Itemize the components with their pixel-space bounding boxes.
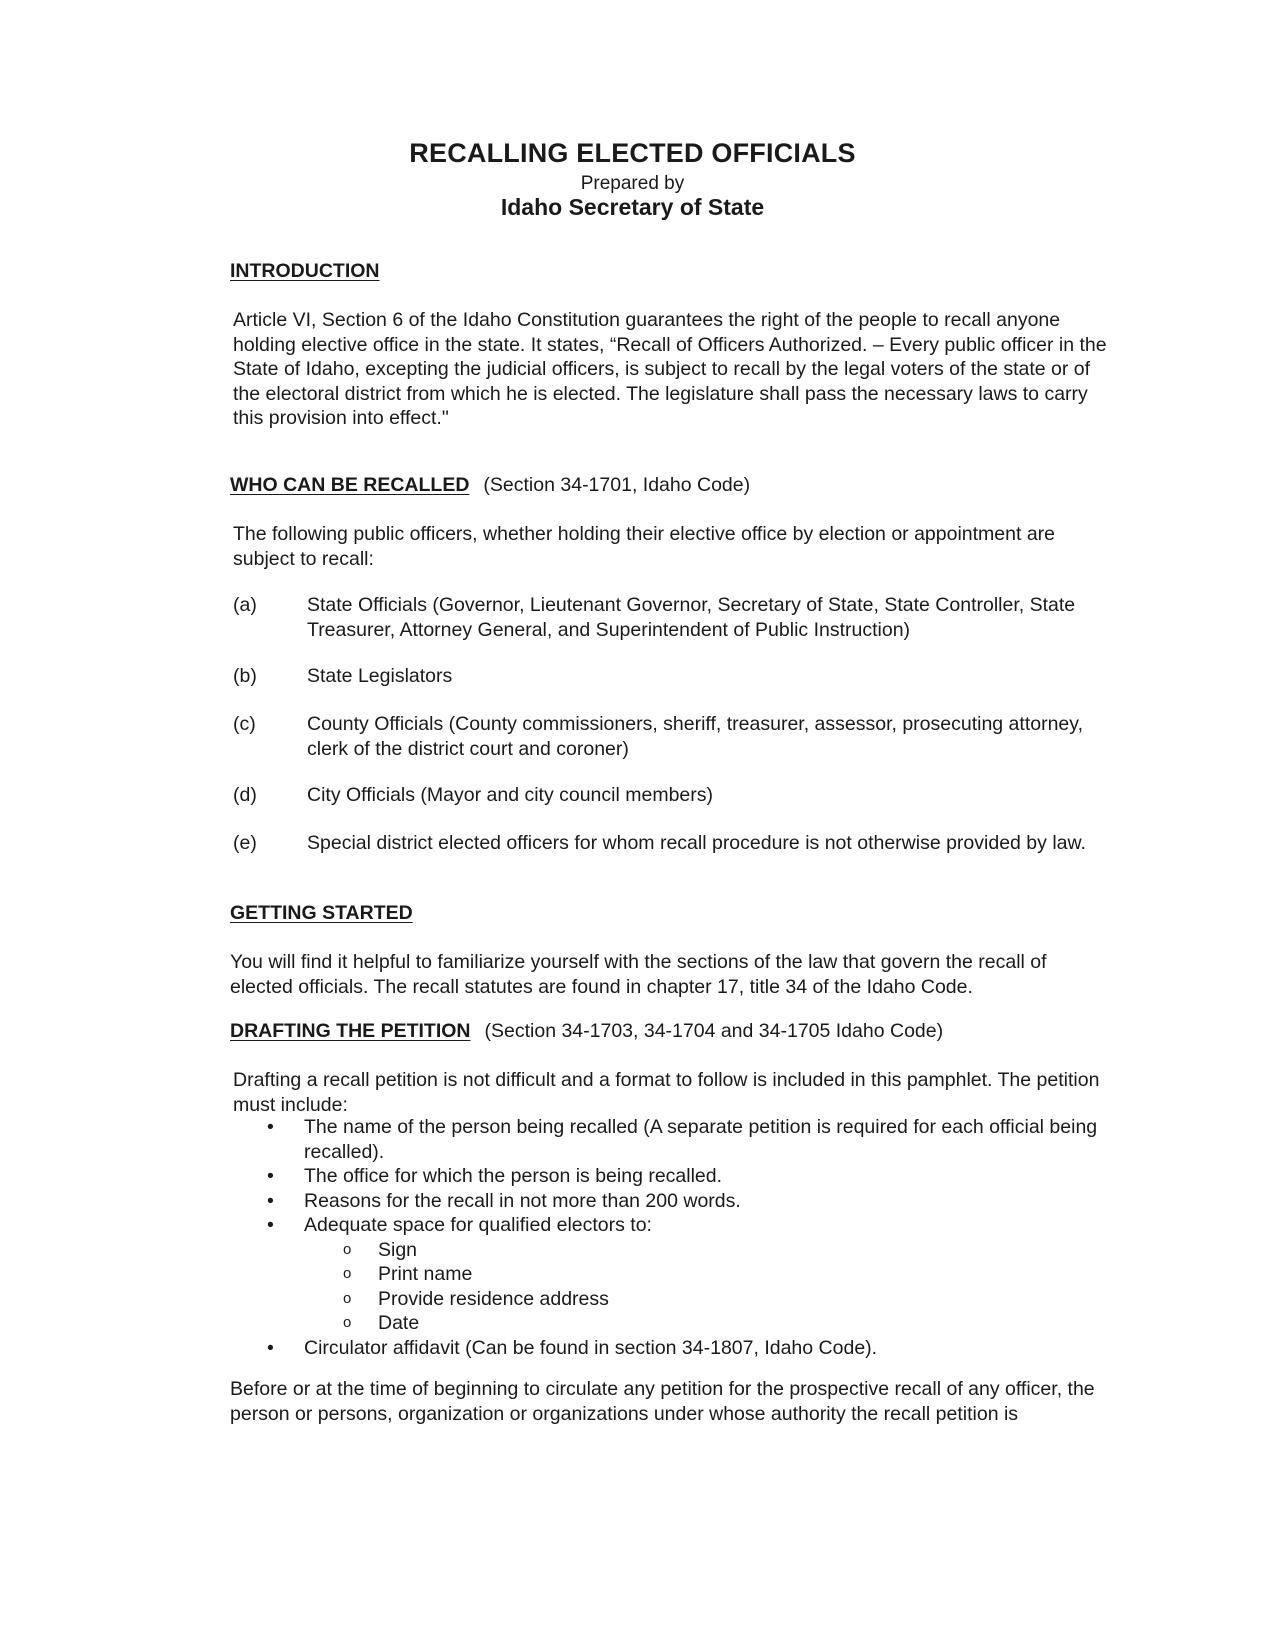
sub-list-item (233, 1311, 1113, 1336)
list-item (233, 1115, 1113, 1164)
drafting-heading (230, 1020, 943, 1043)
introduction-paragraph: Article VI, Section 6 of the Idaho Constitution guarantees the right of the people to recall anyone holding elective office in the state. It states, “Recall of Officers Authorized. – Every public officer in the State of Idaho, excepting the judicial officers, is subject to recall by the legal voters of the state or of the electoral district from which he is elected. The legislature shall pass the necessary laws to carry this provision into effect." (233, 309, 1107, 429)
officer-list-item-label: (a) (233, 594, 257, 616)
sub-list-item (233, 1262, 1113, 1287)
sub-list-item-text: Provide residence address (378, 1287, 609, 1310)
list-item-text: Reasons for the recall in not more than 200 words. (304, 1189, 741, 1212)
officer-list-item-text: State Legislators (307, 665, 453, 687)
organization-name: Idaho Secretary of State (500, 194, 765, 220)
sub-list-item-text: Sign (378, 1238, 418, 1261)
getting-started-paragraph: You will find it helpful to familiarize yourself with the sections of the law that govern the recall of elected officials. The recall statutes are found in chapter 17, title 34 of the Idaho Code. (230, 951, 1047, 998)
sub-list-item (233, 1238, 1113, 1263)
petition-requirements-list (233, 1115, 1113, 1360)
circle-bullet-icon: o (343, 1314, 352, 1331)
circle-bullet-icon: o (343, 1265, 352, 1282)
officer-list-item-label: (c) (233, 713, 256, 735)
list-item (233, 1189, 1113, 1214)
list-item-text: Circulator affidavit (Can be found in section 34-1807, Idaho Code). (304, 1336, 878, 1359)
circle-bullet-icon: o (343, 1240, 352, 1258)
sub-list-item-text: Date (378, 1312, 420, 1334)
getting-started-heading (230, 902, 413, 925)
list-item (233, 1213, 1113, 1238)
bullet-icon: • (267, 1336, 274, 1359)
officer-list-item-text: State Officials (Governor, Lieutenant Governor, Secretary of State, State Controller, State Treasurer, Attorney General, and Superintendent of Public Instruction) (307, 594, 1076, 641)
officer-list-item-label: (e) (233, 832, 257, 854)
sub-list-item-text: Print name (378, 1263, 473, 1285)
circle-bullet-icon: o (343, 1289, 352, 1307)
list-item-text: The name of the person being recalled (A separate petition is required for each official being recalled). (304, 1116, 1098, 1163)
sub-list-item (233, 1287, 1113, 1312)
who-can-be-recalled-intro: The following public officers, whether holding their elective office by election or appointment are subject to recall: (233, 523, 1055, 570)
who-can-be-recalled-heading (230, 474, 750, 497)
list-item-text: Adequate space for qualified electors to: (304, 1214, 652, 1236)
list-item (233, 1164, 1113, 1189)
bullet-icon: • (267, 1214, 274, 1236)
introduction-heading (230, 260, 380, 283)
who-can-be-recalled-reference: (Section 34-1701, Idaho Code) (483, 474, 751, 496)
bullet-icon: • (267, 1116, 274, 1138)
bullet-icon: • (267, 1189, 274, 1212)
list-item (233, 1336, 1113, 1361)
officer-list-item-text: City Officials (Mayor and city council members) (307, 784, 713, 806)
prepared-by-label: Prepared by (580, 173, 685, 194)
drafting-reference: (Section 34-1703, 34-1704 and 34-1705 Idaho Code) (484, 1020, 944, 1042)
drafting-closing-paragraph: Before or at the time of beginning to circulate any petition for the prospective recall of any officer, the person or persons, organization or organizations under whose authority the recall petition is (230, 1378, 1095, 1425)
officer-list-item-label: (d) (233, 784, 257, 806)
who-can-be-recalled-heading-text: WHO CAN BE RECALLED (230, 474, 470, 496)
officer-list-item-label: (b) (233, 665, 257, 687)
drafting-intro: Drafting a recall petition is not difficult and a format to follow is included in this pamphlet. The petition must include: (233, 1069, 1100, 1116)
officer-list-item-text: Special district elected officers for whom recall procedure is not otherwise provided by law. (307, 832, 1086, 854)
officer-list-item-text: County Officials (County commissioners, sheriff, treasurer, assessor, prosecuting attorney, clerk of the district court and coroner) (307, 713, 1083, 760)
introduction-heading-text: INTRODUCTION (230, 260, 380, 282)
getting-started-heading-text: GETTING STARTED (230, 902, 413, 924)
bullet-icon: • (267, 1165, 274, 1187)
list-item-text: The office for which the person is being recalled. (304, 1165, 723, 1187)
drafting-heading-text: DRAFTING THE PETITION (230, 1020, 471, 1042)
document-title: RECALLING ELECTED OFFICIALS (409, 138, 856, 168)
